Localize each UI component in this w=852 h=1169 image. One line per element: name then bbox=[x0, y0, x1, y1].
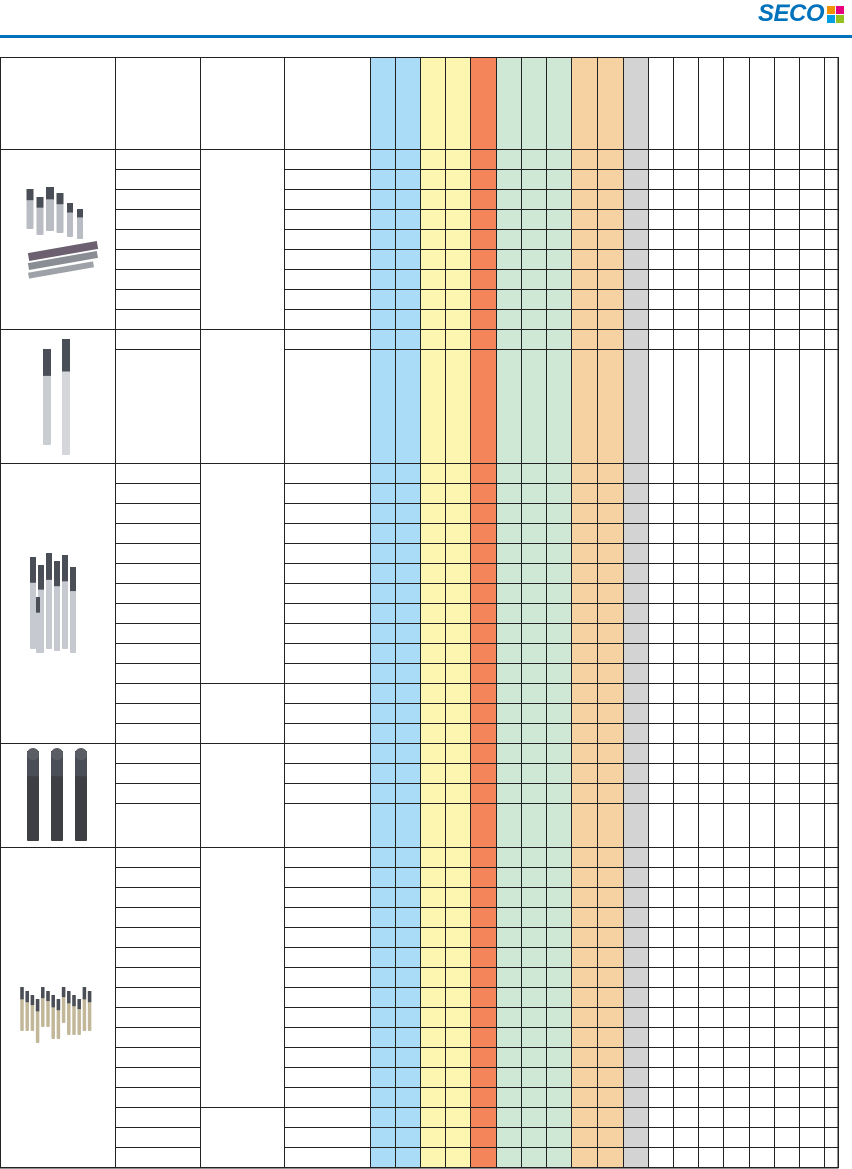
logo-square-blue bbox=[827, 15, 835, 23]
g5-tool-6 bbox=[46, 991, 50, 1027]
g5-tool-11 bbox=[72, 995, 76, 1035]
g5-tool-6-flute bbox=[46, 991, 50, 1001]
g1-tool-4 bbox=[57, 193, 64, 233]
g2-tool-2-flute bbox=[62, 339, 70, 371]
material-band-5 bbox=[470, 57, 496, 1168]
g1-tool-1 bbox=[27, 189, 34, 229]
material-band-2 bbox=[395, 57, 420, 1168]
g5-tool-14 bbox=[88, 991, 92, 1031]
g5-tool-2 bbox=[25, 991, 29, 1031]
g5-tool-1-flute bbox=[20, 987, 24, 999]
material-band-8 bbox=[546, 57, 571, 1168]
g3-tool-1 bbox=[30, 557, 36, 649]
g2-tool-1 bbox=[43, 349, 51, 445]
g5-tool-7-flute bbox=[51, 995, 55, 1007]
g5-tool-5-flute bbox=[41, 987, 45, 998]
g3-tool-5-flute bbox=[62, 555, 68, 581]
g1-tool-5 bbox=[67, 203, 73, 237]
g5-tool-12-flute bbox=[77, 999, 81, 1009]
g5-tool-2-flute bbox=[25, 991, 29, 1002]
g3-tool-1-flute bbox=[30, 557, 36, 583]
g5-tool-8 bbox=[57, 999, 61, 1039]
g1-tool-2-flute bbox=[37, 197, 44, 208]
logo-square-orange bbox=[827, 6, 835, 14]
material-band-9 bbox=[571, 57, 597, 1168]
g5-tool-13 bbox=[83, 987, 87, 1031]
g4-ball-1 bbox=[27, 748, 39, 760]
g3-tool-6 bbox=[70, 567, 76, 653]
g1-tool-2 bbox=[37, 197, 44, 235]
g5-tool-12 bbox=[77, 999, 81, 1035]
g5-tool-10-flute bbox=[67, 991, 71, 1003]
g5-tool-13-flute bbox=[83, 987, 87, 999]
material-band-7 bbox=[521, 57, 546, 1168]
g3-tool-7-flute bbox=[36, 597, 40, 613]
g3-tool-3-flute bbox=[46, 553, 52, 580]
g3-tool-5 bbox=[62, 555, 68, 649]
product-table bbox=[0, 57, 852, 1169]
g1-tool-6-flute bbox=[77, 209, 83, 217]
material-band-10 bbox=[597, 57, 623, 1168]
g4-tool-3 bbox=[75, 751, 87, 841]
g3-tool-6-flute bbox=[70, 567, 76, 591]
page-header bbox=[0, 0, 852, 36]
material-band-11 bbox=[623, 57, 648, 1168]
material-band-6 bbox=[496, 57, 521, 1168]
g1-tool-1-flute bbox=[27, 189, 34, 200]
g5-tool-10 bbox=[67, 991, 71, 1035]
g5-tool-7 bbox=[51, 995, 55, 1039]
g5-tool-9 bbox=[62, 987, 66, 1023]
g5-tool-14-flute bbox=[88, 991, 92, 1002]
material-band-4 bbox=[445, 57, 470, 1168]
g3-tool-7 bbox=[36, 597, 40, 653]
g2-tool-2 bbox=[62, 339, 70, 455]
g3-tool-4 bbox=[54, 561, 60, 651]
g5-tool-8-flute bbox=[57, 999, 61, 1010]
g5-tool-11-flute bbox=[72, 995, 76, 1006]
g5-tool-4 bbox=[36, 999, 40, 1043]
g5-tool-9-flute bbox=[62, 987, 66, 997]
g1-tool-5-flute bbox=[67, 203, 73, 213]
material-band-1 bbox=[370, 57, 395, 1168]
product-table-grid bbox=[0, 57, 852, 1169]
g4-ball-2 bbox=[51, 748, 63, 760]
header-rule bbox=[0, 35, 852, 38]
g3-tool-4-flute bbox=[54, 561, 60, 586]
g4-tool-1 bbox=[27, 751, 39, 841]
g1-tool-6 bbox=[77, 209, 83, 239]
seco-logo bbox=[758, 2, 844, 26]
g1-tool-3 bbox=[46, 187, 54, 231]
g2-tool-1-flute bbox=[43, 349, 51, 376]
g5-tool-5 bbox=[41, 987, 45, 1027]
g5-tool-4-flute bbox=[36, 999, 40, 1011]
g4-tool-2 bbox=[51, 751, 63, 841]
logo-square-green bbox=[836, 15, 844, 23]
g5-tool-3-flute bbox=[31, 995, 35, 1005]
g1-tool-3-flute bbox=[46, 187, 54, 199]
logo-square-pink bbox=[836, 6, 844, 14]
g5-tool-3 bbox=[31, 995, 35, 1031]
material-band-3 bbox=[420, 57, 445, 1168]
logo-text: SECO bbox=[757, 0, 824, 27]
g5-tool-1 bbox=[20, 987, 24, 1031]
g4-ball-3 bbox=[75, 748, 87, 760]
g3-tool-3 bbox=[46, 553, 52, 649]
g3-tool-2-flute bbox=[38, 565, 44, 590]
logo-mark-icon bbox=[827, 6, 844, 23]
g1-tool-4-flute bbox=[57, 193, 64, 204]
